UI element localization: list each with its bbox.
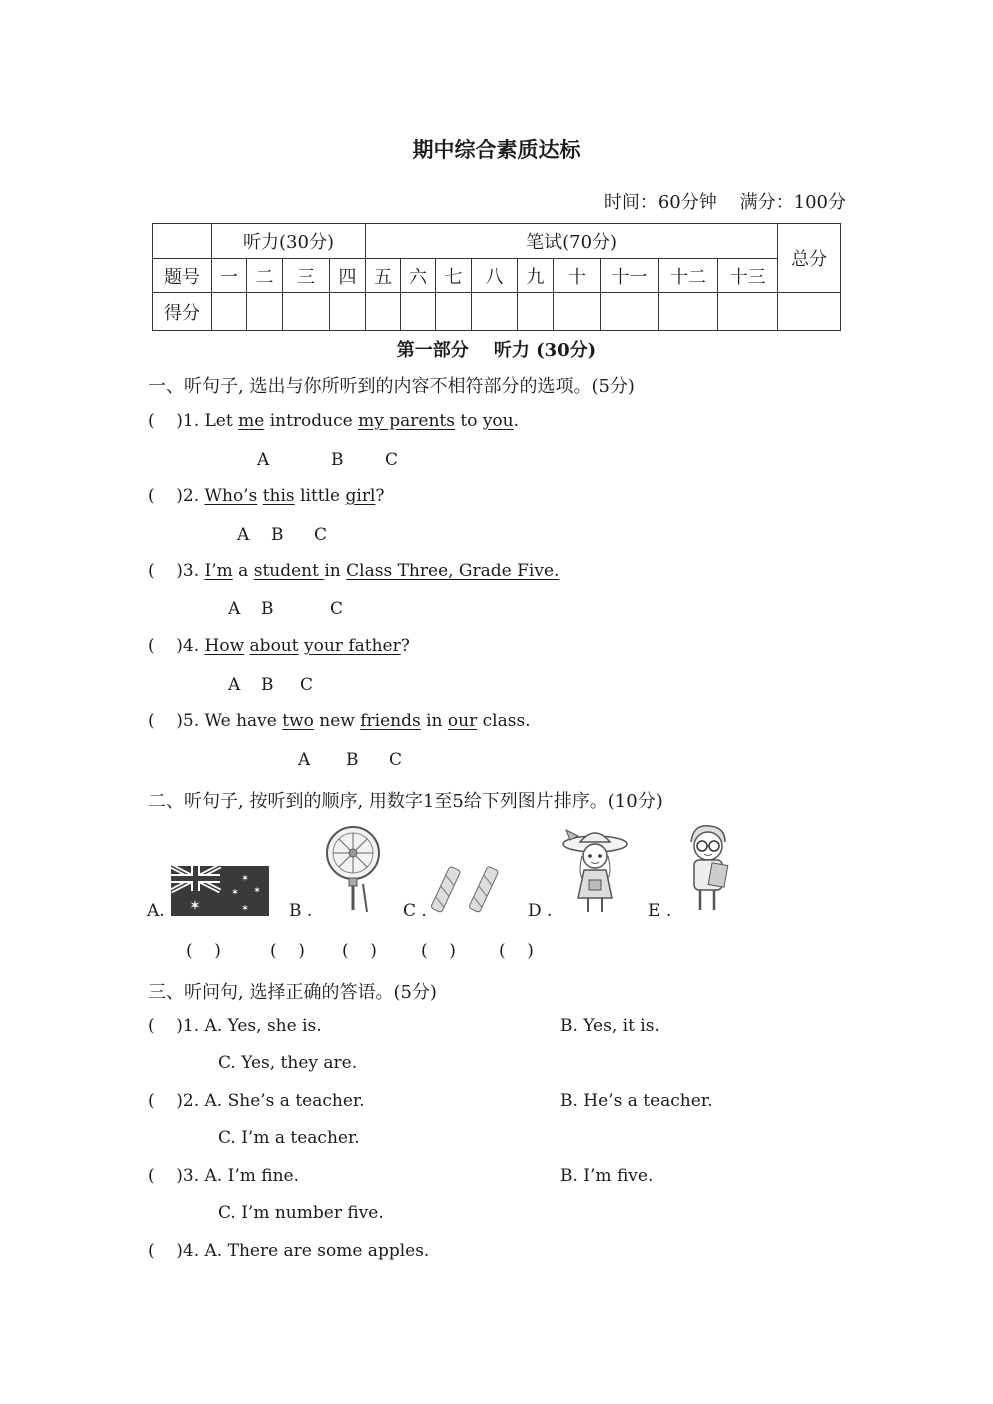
- girl-with-hat-picture: [560, 822, 630, 916]
- answer-blank[interactable]: ( )3.: [148, 561, 205, 581]
- option-label-c: C: [330, 599, 344, 619]
- text: ?: [375, 486, 385, 506]
- question-number: 十三: [718, 259, 778, 293]
- question-s3-1: [148, 1016, 322, 1036]
- answer-blank[interactable]: ( )4.: [148, 636, 205, 656]
- option-label-a: A: [228, 599, 241, 619]
- total-header: 总分: [778, 224, 841, 293]
- score-cell[interactable]: [718, 293, 778, 331]
- score-cell[interactable]: [330, 293, 366, 331]
- option-c: C. I’m a teacher.: [218, 1128, 360, 1148]
- question-number: 一: [212, 259, 247, 293]
- picture-label-b: B .: [289, 901, 313, 921]
- option-a: A. I’m fine.: [204, 1166, 299, 1186]
- underlined-part-c: your father: [304, 636, 401, 656]
- svg-text:✶: ✶: [241, 874, 249, 884]
- option-label-b: B: [346, 750, 359, 770]
- option-a: A. She’s a teacher.: [204, 1091, 365, 1111]
- underlined-part-b: about: [249, 636, 299, 656]
- option-b: B. He’s a teacher.: [560, 1091, 713, 1111]
- australia-flag-picture: [171, 866, 269, 916]
- score-cell[interactable]: [518, 293, 554, 331]
- option-a: A. There are some apples.: [204, 1241, 430, 1261]
- underlined-part-b: my parents: [358, 411, 455, 431]
- question-number: 十二: [659, 259, 718, 293]
- option-a: A. Yes, she is.: [204, 1016, 322, 1036]
- question-s3-2: [148, 1091, 365, 1111]
- option-label-b: B: [261, 599, 274, 619]
- question-number: 十: [554, 259, 601, 293]
- svg-text:✶: ✶: [253, 886, 261, 896]
- text: We have: [204, 711, 283, 731]
- underlined-part-a: I’m: [204, 561, 233, 581]
- question-number: 四: [330, 259, 366, 293]
- table-corner: [153, 224, 212, 259]
- option-label-a: A: [228, 675, 241, 695]
- order-blank-b[interactable]: ( ): [270, 941, 305, 961]
- picture-label-c: C .: [403, 901, 427, 921]
- option-label-c: C: [389, 750, 403, 770]
- underlined-part-a: How: [204, 636, 245, 656]
- text: new: [313, 711, 361, 731]
- text: in: [420, 711, 448, 731]
- crayons-picture: [436, 864, 512, 920]
- answer-blank[interactable]: ( )1.: [148, 1016, 205, 1036]
- text: ?: [400, 636, 410, 656]
- option-b: B. I’m five.: [560, 1166, 654, 1186]
- page-title: 期中综合素质达标: [412, 137, 581, 162]
- order-blank-a[interactable]: ( ): [186, 941, 221, 961]
- order-blank-d[interactable]: ( ): [421, 941, 456, 961]
- question-s1-5: [148, 711, 531, 731]
- text: Let: [204, 411, 239, 431]
- order-blank-c[interactable]: ( ): [342, 941, 377, 961]
- question-s3-3: [148, 1166, 299, 1186]
- option-b: B. Yes, it is.: [560, 1016, 660, 1036]
- writing-header: 笔试(70分): [366, 224, 778, 259]
- listening-header: 听力(30分): [212, 224, 366, 259]
- option-c: C. Yes, they are.: [218, 1053, 358, 1073]
- section3-heading: 三、听问句, 选择正确的答语。(5分): [148, 982, 437, 1003]
- underlined-part-c: you: [482, 411, 514, 431]
- text: little: [294, 486, 346, 506]
- text: in: [324, 561, 347, 581]
- time-info: 时间：60分钟 满分：100分: [603, 192, 846, 213]
- question-number: 六: [401, 259, 436, 293]
- electric-fan-picture: [323, 826, 383, 914]
- svg-text:✶: ✶: [231, 888, 239, 898]
- question-number: 二: [247, 259, 283, 293]
- svg-text:✶: ✶: [241, 904, 249, 914]
- question-number: 七: [436, 259, 472, 293]
- question-s1-2: [148, 486, 385, 506]
- total-score-cell[interactable]: [778, 293, 841, 331]
- question-number: 八: [472, 259, 518, 293]
- answer-blank[interactable]: ( )4.: [148, 1241, 205, 1261]
- question-number: 三: [283, 259, 330, 293]
- answer-blank[interactable]: ( )3.: [148, 1166, 205, 1186]
- question-number: 九: [518, 259, 554, 293]
- underlined-part-c: Class Three, Grade Five.: [346, 561, 560, 581]
- option-label-a: A: [298, 750, 311, 770]
- option-c: C. I’m number five.: [218, 1203, 384, 1223]
- text: class.: [477, 711, 531, 731]
- score-cell[interactable]: [659, 293, 718, 331]
- option-label-b: B: [271, 525, 284, 545]
- score-cell[interactable]: [472, 293, 518, 331]
- picture-label-a: A.: [147, 901, 165, 921]
- answer-blank[interactable]: ( )1.: [148, 411, 205, 431]
- score-cell[interactable]: [283, 293, 330, 331]
- underlined-part-c: our: [447, 711, 478, 731]
- answer-blank[interactable]: ( )2.: [148, 1091, 205, 1111]
- question-s3-4: [148, 1241, 429, 1261]
- underlined-part-a: me: [238, 411, 265, 431]
- underlined-part-b: friends: [360, 711, 421, 731]
- option-label-c: C: [314, 525, 328, 545]
- score-cell[interactable]: [247, 293, 283, 331]
- row-label-question: 题号: [153, 259, 212, 293]
- underlined-part-a: two: [282, 711, 314, 731]
- part1-heading: 第一部分 听力 (30分): [396, 340, 597, 361]
- question-s1-1: [148, 411, 519, 431]
- order-blank-e[interactable]: ( ): [499, 941, 534, 961]
- score-table: [152, 223, 841, 331]
- text: a: [232, 561, 254, 581]
- underlined-part-b: this: [262, 486, 295, 506]
- answer-blank[interactable]: ( )2.: [148, 486, 205, 506]
- row-label-score: 得分: [153, 293, 212, 331]
- underlined-part-a: Who’s: [204, 486, 258, 506]
- question-number: 十一: [601, 259, 659, 293]
- score-cell[interactable]: [212, 293, 247, 331]
- option-label-b: B: [331, 450, 344, 470]
- option-label-a: A: [237, 525, 250, 545]
- option-label-c: C: [300, 675, 314, 695]
- text: to: [454, 411, 483, 431]
- picture-label-e: E .: [648, 901, 672, 921]
- svg-text:✶: ✶: [189, 898, 201, 914]
- text: .: [513, 411, 520, 431]
- boy-with-glasses-picture: [680, 822, 734, 916]
- option-label-a: A: [257, 450, 270, 470]
- section1-heading: 一、听句子, 选出与你所听到的内容不相符部分的选项。(5分): [148, 376, 635, 397]
- underlined-part-c: girl: [345, 486, 376, 506]
- section2-heading: 二、听句子, 按听到的顺序, 用数字1至5给下列图片排序。(10分): [148, 791, 663, 812]
- score-cell[interactable]: [601, 293, 659, 331]
- answer-blank[interactable]: ( )5.: [148, 711, 205, 731]
- score-cell[interactable]: [401, 293, 436, 331]
- question-s1-4: [148, 636, 410, 656]
- text: introduce: [264, 411, 359, 431]
- underlined-part-b: student: [253, 561, 325, 581]
- score-cell[interactable]: [554, 293, 601, 331]
- score-cell[interactable]: [366, 293, 401, 331]
- option-label-b: B: [261, 675, 274, 695]
- option-label-c: C: [385, 450, 399, 470]
- score-cell[interactable]: [436, 293, 472, 331]
- picture-label-d: D .: [528, 901, 553, 921]
- question-s1-3: [148, 561, 559, 581]
- question-number: 五: [366, 259, 401, 293]
